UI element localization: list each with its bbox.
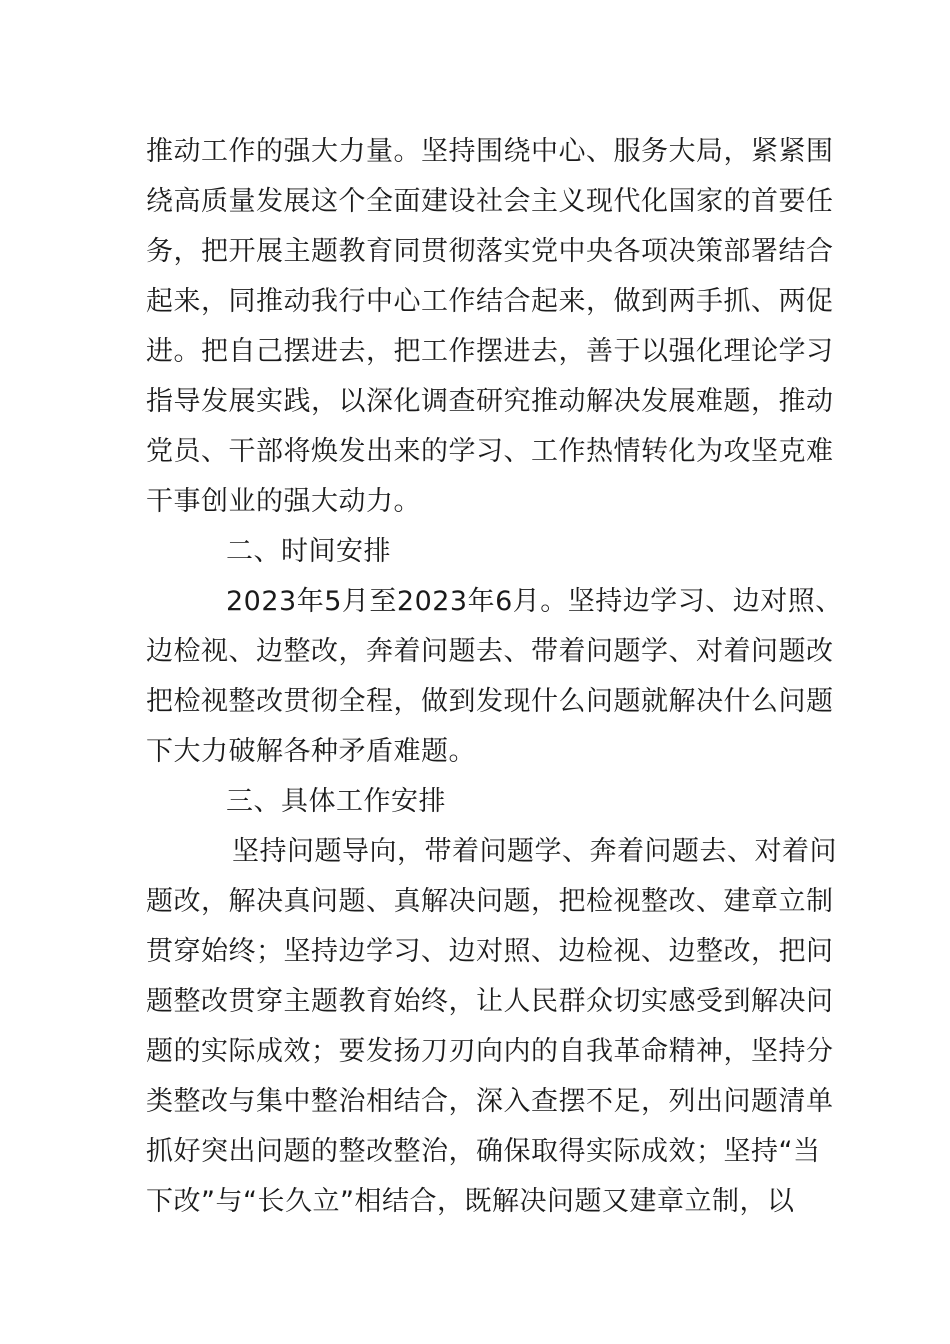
- text-line: 下大力破解各种矛盾难题。: [146, 736, 476, 767]
- text-line: 下改”与“长久立”相结合，既解决问题又建章立制，以: [146, 1186, 795, 1217]
- text-line: 指导发展实践，以深化调查研究推动解决发展难题，推动: [146, 386, 834, 417]
- text-line: 务，把开展主题教育同贯彻落实党中央各项决策部署结合: [146, 236, 834, 267]
- section-heading: 二、时间安排: [226, 536, 391, 567]
- text-line: 题整改贯穿主题教育始终，让人民群众切实感受到解决问: [146, 986, 834, 1017]
- text-line: 题改，解决真问题、真解决问题，把检视整改、建章立制: [146, 886, 834, 917]
- text-line: 进。把自己摆进去，把工作摆进去，善于以强化理论学习: [146, 336, 834, 367]
- text-line: 抓好突出问题的整改整治，确保取得实际成效；坚持“当: [146, 1136, 821, 1167]
- text-line: 类整改与集中整治相结合，深入查摆不足，列出问题清单: [146, 1086, 834, 1117]
- text-line: 干事创业的强大动力。: [146, 486, 421, 517]
- section-heading: 三、具体工作安排: [226, 786, 446, 817]
- text-line: 绕高质量发展这个全面建设社会主义现代化国家的首要任: [146, 186, 834, 217]
- text-line: 把检视整改贯彻全程，做到发现什么问题就解决什么问题: [146, 686, 834, 717]
- text-line: 贯穿始终；坚持边学习、边对照、边检视、边整改，把问: [146, 936, 834, 967]
- text-line: 坚持问题导向，带着问题学、奔着问题去、对着问: [232, 836, 837, 867]
- text-line: 题的实际成效；要发扬刀刃向内的自我革命精神，坚持分: [146, 1036, 834, 1067]
- text-line: 起来，同推动我行中心工作结合起来，做到两手抓、两促: [146, 286, 834, 317]
- text-line: 2023年5月至2023年6月。坚持边学习、边对照、: [226, 586, 843, 617]
- text-line: 边检视、边整改，奔着问题去、带着问题学、对着问题改: [146, 636, 834, 667]
- text-line: 推动工作的强大力量。坚持围绕中心、服务大局，紧紧围: [146, 136, 834, 167]
- text-line: 党员、干部将焕发出来的学习、工作热情转化为攻坚克难: [146, 436, 834, 467]
